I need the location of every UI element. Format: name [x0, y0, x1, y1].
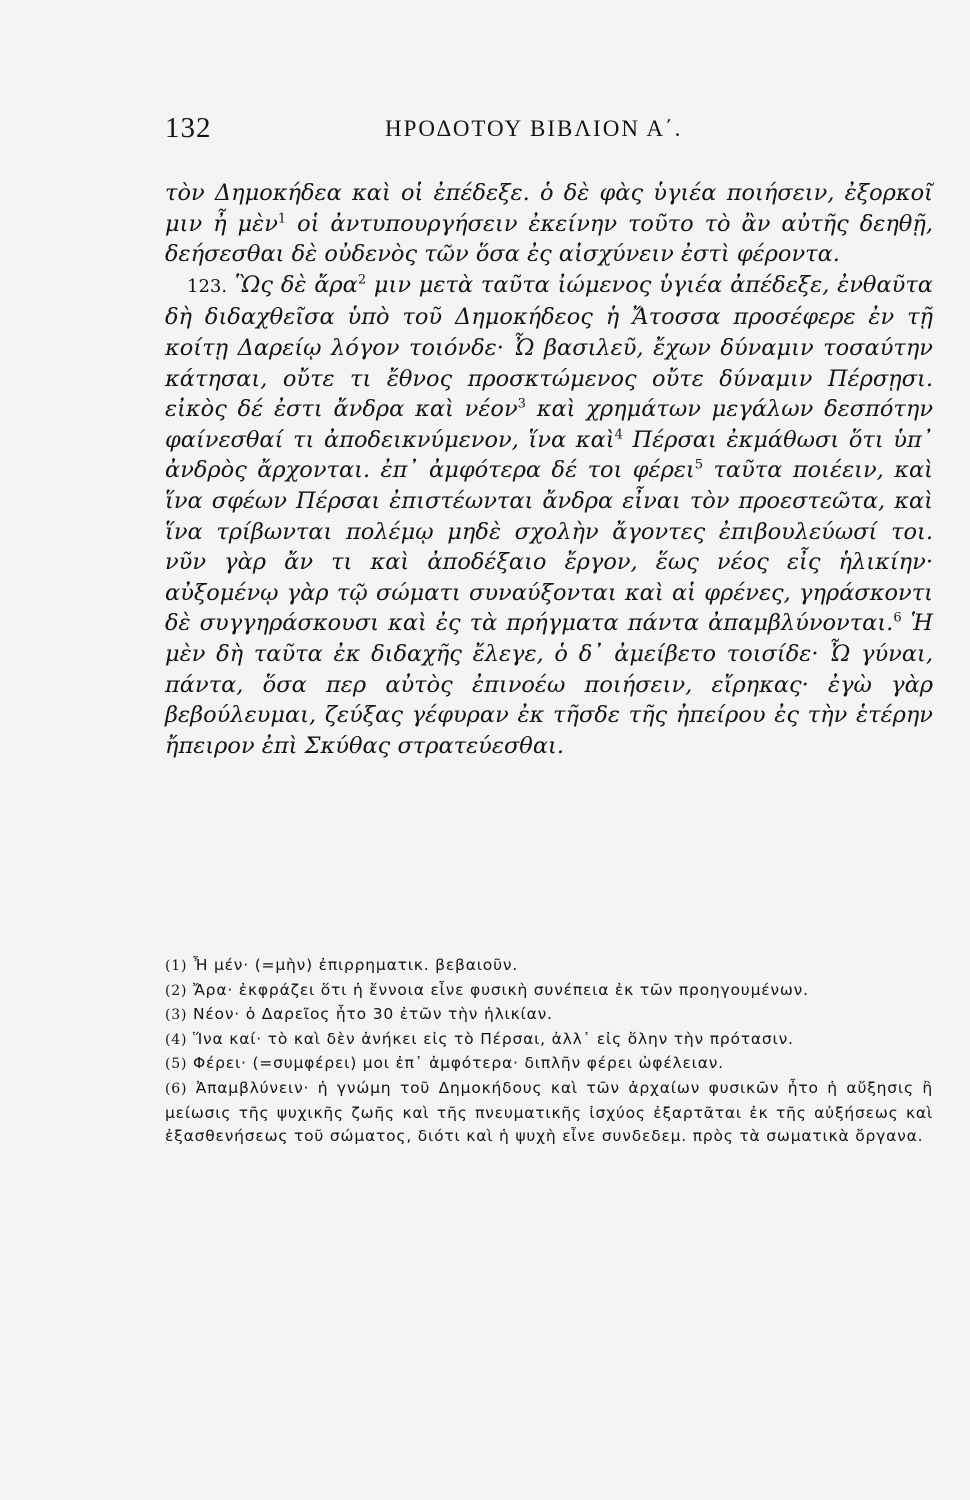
- paragraph-123: [165, 270, 933, 762]
- footnote-number: (4): [165, 1031, 188, 1048]
- footnote-text: Ἦ μέν· (=μὴν) ἐπιρρηματικ. βεβαιοῦν.: [187, 956, 519, 974]
- footnotes: [165, 954, 933, 1149]
- footnote-6: [165, 1077, 933, 1149]
- text-run: καὶ χρημάτων μεγάλων δεσπότην φαίνεσθαί τι ἀποδεικνύμενον, ἵνα καὶ: [165, 396, 934, 453]
- text-run: Πέρσαι ἐκμάθωσι ὅτι ὑπ᾽ ἀνδρὸς ἄρχονται. ἐπ᾽ ἀμφότερα δέ τοι φέρει: [165, 426, 933, 484]
- footnote-ref-6: 6: [893, 610, 902, 626]
- footnote-number: (1): [165, 958, 188, 974]
- footnote-1: [165, 954, 933, 979]
- footnote-number: (5): [165, 1056, 188, 1073]
- footnote-number: (3): [165, 1007, 188, 1024]
- footnote-ref-4: 4: [614, 427, 623, 443]
- footnote-text: Φέρει· (=συμφέρει) μοι ἐπ᾽ ἀμφότερα· διπλῆν φέρει ὠφέλειαν.: [187, 1054, 724, 1073]
- footnote-ref-2: 2: [357, 272, 367, 288]
- page-header: [165, 112, 935, 152]
- footnote-number: (2): [165, 982, 188, 999]
- footnote-ref-5: 5: [694, 457, 704, 473]
- text-run: ταῦτα ποιέειν, καὶ ἵνα σφέων Πέρσαι ἐπιστέωνται ἄνδρα εἶναι τὸν προεστεῶτα, καὶ ἵνα τρίβωνται πολέμῳ μηδὲ σχολὴν ἄγοντες ἐπιβουλεύωσί τοι. νῦν γὰρ ἄν τι καὶ ἀποδέξαιο ἔργον, ἕως νέος εἶς ἡλικίην· αὐξομένῳ γὰρ τῷ σώματι συναύξονται καὶ αἱ φρένες, γηράσκοντι δὲ συγγηράσκουσι καὶ ἐς τὰ πρήγματα πάντα ἀπαμβλύνονται.: [165, 457, 933, 637]
- footnote-text: Ἀπαμβλύνειν· ἡ γνώμη τοῦ Δημοκήδους καὶ τῶν ἀρχαίων φυσικῶν ἦτο ἡ αὔξησις ἢ μείωσις τῆς ψυχικῆς ζωῆς καὶ τῆς πνευματικῆς ἰσχύος ἐξαρτᾶται ἐκ τῆς αὐξήσεως καὶ ἐξασθενήσεως τοῦ σώματος, διότι καὶ ἡ ψυχὴ εἶνε συνδεδεμ. πρὸς τὰ σωματικὰ ὄργανα.: [165, 1078, 933, 1146]
- paragraph-1: [165, 178, 933, 270]
- footnote-3: [165, 1003, 933, 1028]
- page-number: 132: [165, 112, 212, 144]
- footnote-text: Ἵνα καί· τὸ καὶ δὲν ἀνήκει εἰς τὸ Πέρσαι, ἀλλ᾽ εἰς ὅλην τὴν πρότασιν.: [187, 1029, 794, 1048]
- footnote-ref-1: 1: [277, 211, 287, 227]
- text-run: μιν μετὰ ταῦτα ἰώμενος ὑγιέα ἀπέδεξε, ἐνθαῦτα δὴ διδαχθεῖσα ὑπὸ τοῦ Δημοκήδεος ἡ Ἄτοσσα προσέφερε ἐν τῇ κοίτῃ Δαρείῳ λόγον τοιόνδε· Ὦ βασιλεῦ, ἔχων δύναμιν τοσαύτην κάτησαι, οὔτε τι ἔθνος προσκτώμενος οὔτε δύναμιν Πέρσῃσι. εἰκὸς δέ ἐστι ἄνδρα καὶ νέον: [165, 271, 933, 423]
- footnote-number: (6): [165, 1080, 188, 1097]
- footnote-4: [165, 1028, 933, 1053]
- footnote-2: [165, 979, 933, 1004]
- footnote-ref-3: 3: [517, 396, 526, 412]
- text-run: Ὣς δὲ ἄρα: [227, 271, 358, 298]
- footnote-text: Νέον· ὁ Δαρεῖος ἦτο 30 ἐτῶν τὴν ἡλικίαν.: [187, 1005, 553, 1024]
- text-run: τὸν Δημοκήδεα καὶ οἱ ἐπέδεξε. ὁ δὲ φὰς ὑγιέα ποιήσειν, ἐξορκοῖ μιν ἦ μὲν: [165, 180, 933, 237]
- running-title: ΗΡΟΔΟΤΟΥ ΒΙΒΛΙΟΝ Α΄.: [385, 116, 683, 141]
- main-text: [165, 178, 933, 761]
- text-run: Ἡ μὲν δὴ ταῦτα ἐκ διδαχῆς ἔλεγε, ὁ δ᾽ ἀμείβετο τοισίδε· Ὦ γύναι, πάντα, ὅσα περ αὐτὸς ἐπινοέω ποιήσειν, εἴρηκας· ἐγὼ γὰρ βεβούλευμαι, ζεύξας γέφυραν ἐκ τῆσδε τῆς ἠπείρου ἐς τὴν ἑτέρην ἤπειρον ἐπὶ Σκύθας στρατεύεσθαι.: [165, 610, 933, 759]
- text-run: οἱ ἀντυπουργήσειν ἐκείνην τοῦτο τὸ ἂν αὐτῆς δεηθῇ, δεήσεσθαι δὲ οὐδενὸς τῶν ὅσα ἐς αἰσχύνειν ἐστὶ φέροντα.: [165, 210, 933, 268]
- section-number: 123.: [187, 275, 228, 297]
- footnote-text: Ἄρα· ἐκφράζει ὅτι ἡ ἔννοια εἶνε φυσικὴ συνέπεια ἐκ τῶν προηγουμένων.: [187, 980, 809, 999]
- footnote-5: [165, 1052, 933, 1077]
